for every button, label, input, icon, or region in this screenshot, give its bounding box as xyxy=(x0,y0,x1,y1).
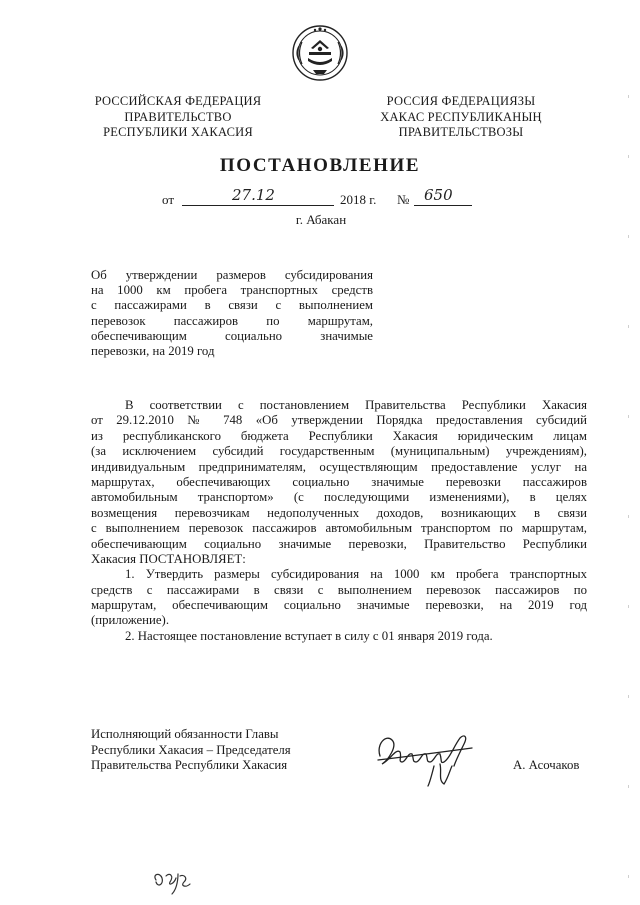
clause-1-line: маршрутам, обеспечивающим социально значимые перевозки, на 2019 год xyxy=(91,598,587,613)
subject-line: перевозки, на 2019 год xyxy=(91,344,215,359)
body-line: от 29.12.2010 № 748 «Об утверждении Порядка предоставления субсидий xyxy=(91,413,587,428)
body-line: Хакасия ПОСТАНОВЛЯЕТ: xyxy=(91,551,246,566)
body-line: В соответствии с постановлением Правительства Республики Хакасия xyxy=(125,398,587,412)
body-line: с выполнением перевозок пассажиров автомобильным транспортом по маршрутам, xyxy=(91,521,587,536)
handwritten-number: 650 xyxy=(424,186,453,204)
issuer-line: РОССИЯ ФЕДЕРАЦИЯЗЫ xyxy=(386,94,536,108)
issuer-line: ПРАВИТЕЛЬСТВОЗЫ xyxy=(398,125,524,139)
body-line: индивидуальным предпринимателям, осуществляющим предоставление услуг на xyxy=(91,459,587,474)
subject-line: перевозок пассажиров по маршрутам, xyxy=(91,313,373,328)
date-prefix: от xyxy=(162,192,175,207)
city xyxy=(0,212,640,228)
coat-of-arms-icon xyxy=(289,22,351,84)
clause-1-line: (приложение). xyxy=(91,613,170,628)
signatory-position xyxy=(91,727,331,774)
number-underline xyxy=(414,205,472,206)
issuer-line: РОССИЙСКАЯ ФЕДЕРАЦИЯ xyxy=(94,94,262,108)
issuer-header-khakas xyxy=(345,94,577,141)
issuer-line: РЕСПУБЛИКИ ХАКАСИЯ xyxy=(103,125,253,139)
subject-line: с пассажирами в связи с выполнением xyxy=(91,298,373,313)
handwritten-signature xyxy=(372,726,492,788)
position-line: Республики Хакасия – Председателя xyxy=(91,742,291,757)
body-line: (за исключением субсидий государственным (муниципальным) учреждениям), xyxy=(91,444,587,459)
city-label: г. Абакан xyxy=(295,212,347,227)
subject-line: обеспечивающим социально значимые xyxy=(91,328,373,343)
document-title: ПОСТАНОВЛЕНИЕ xyxy=(219,155,421,176)
subject-line: на 1000 км пробега транспортных средств xyxy=(91,283,373,298)
clause-1-line: 1. Утвердить размеры субсидирования на 1000 км пробега транспортных xyxy=(125,567,587,582)
body-line: возмещения перевозчикам недополученных доходов, возникающих в связи xyxy=(91,505,587,520)
body-line: маршрутах, обеспечивающих социально значимые перевозки пассажиров xyxy=(91,474,587,489)
issuer-line: ПРАВИТЕЛЬСТВО xyxy=(124,109,232,124)
signer-name: А. Асочаков xyxy=(513,758,580,772)
body-line: автомобильным транспортом» (с последующими изменениями), в целях xyxy=(91,490,587,505)
clause-2-line: 2. Настоящее постановление вступает в силу с 01 января 2019 года. xyxy=(125,628,493,643)
date-number-line xyxy=(162,186,522,210)
body-line: обеспечивающим социально значимые перевозки, Правительство Республики xyxy=(91,536,587,551)
document-body xyxy=(91,398,587,644)
scan-edge-marks xyxy=(628,95,630,895)
handwritten-date: 27.12 xyxy=(232,186,275,204)
subject-line: Об утверждении размеров субсидирования xyxy=(91,268,373,282)
date-year: 2018 г. xyxy=(340,192,377,207)
date-underline xyxy=(182,205,334,206)
handwritten-mark xyxy=(150,868,194,898)
document-subject xyxy=(91,268,373,359)
clause-1-line: средств с пассажирами в связи с выполнением перевозок пассажиров по xyxy=(91,582,587,597)
body-line: из республиканского бюджета Республики Хакасия юридическим лицам xyxy=(91,428,587,443)
position-line: Исполняющий обязанности Главы xyxy=(91,727,279,741)
issuer-line: ХАКАС РЕСПУБЛИКАНЫҢ xyxy=(380,109,542,124)
number-sign: № xyxy=(397,192,410,207)
position-line: Правительства Республики Хакасия xyxy=(91,758,288,773)
issuer-header-russian xyxy=(62,94,294,141)
